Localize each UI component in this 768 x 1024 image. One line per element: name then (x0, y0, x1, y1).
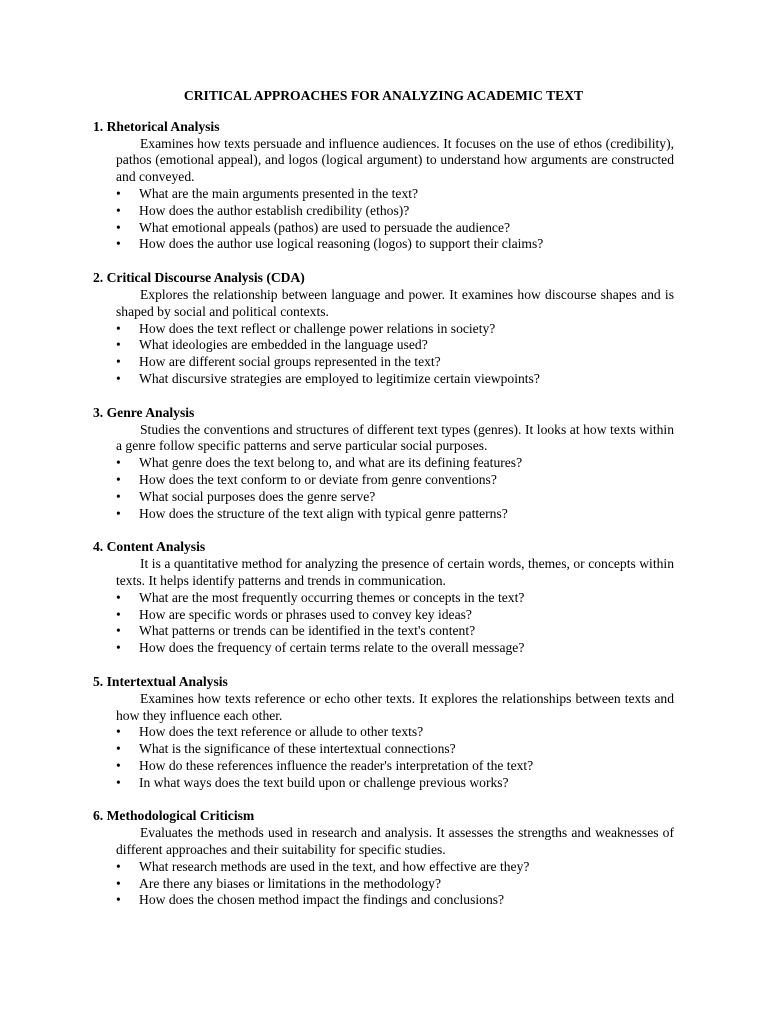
question-item (93, 337, 674, 354)
bullet-icon: • (116, 741, 121, 757)
section-heading: 5. Intertextual Analysis (93, 673, 228, 689)
bullet-icon: • (116, 858, 121, 874)
question-text: What social purposes does the genre serve? (139, 488, 376, 504)
bullet-icon: • (116, 875, 121, 891)
question-text: What patterns or trends can be identified in the text's content? (139, 623, 476, 639)
bullet-icon: • (116, 370, 121, 386)
question-item (93, 724, 674, 741)
question-text: What are the most frequently occurring themes or concepts in the text? (139, 589, 525, 605)
bullet-icon: • (116, 320, 121, 336)
question-item (93, 455, 674, 472)
question-text: How does the chosen method impact the findings and conclusions? (139, 892, 505, 908)
question-text: How does the text reflect or challenge power relations in society? (139, 320, 496, 336)
question-item (93, 472, 674, 489)
section (93, 674, 674, 792)
bullet-icon: • (116, 185, 121, 201)
question-list (93, 859, 674, 909)
question-item (93, 236, 674, 253)
section-description: Examines how texts reference or echo other texts. It explores the relationships between texts and how they influence each other. (116, 690, 674, 723)
bullet-icon: • (116, 606, 121, 622)
question-item (93, 758, 674, 775)
question-list (93, 590, 674, 657)
section-heading: 3. Genre Analysis (93, 404, 195, 420)
question-text: What ideologies are embedded in the language used? (139, 337, 428, 353)
bullet-icon: • (116, 236, 121, 252)
question-text: How do these references influence the reader's interpretation of the text? (139, 757, 534, 773)
question-text: How does the text reference or allude to other texts? (139, 724, 424, 740)
question-item (93, 623, 674, 640)
bullet-icon: • (116, 354, 121, 370)
document-page (93, 88, 674, 926)
question-list (93, 186, 674, 253)
question-item (93, 775, 674, 792)
bullet-icon: • (116, 471, 121, 487)
question-item (93, 741, 674, 758)
question-text: How does the author establish credibility (ethos)? (139, 202, 410, 218)
question-text: What emotional appeals (pathos) are used to persuade the audience? (139, 219, 511, 235)
section-heading: 4. Content Analysis (93, 539, 206, 555)
question-item (93, 186, 674, 203)
question-item (93, 354, 674, 371)
bullet-icon: • (116, 455, 121, 471)
question-item (93, 640, 674, 657)
question-item (93, 506, 674, 523)
bullet-icon: • (116, 892, 121, 908)
question-list (93, 724, 674, 791)
bullet-icon: • (116, 505, 121, 521)
question-item (93, 220, 674, 237)
bullet-icon: • (116, 757, 121, 773)
section-heading: 2. Critical Discourse Analysis (CDA) (93, 270, 305, 286)
question-item (93, 892, 674, 909)
bullet-icon: • (116, 589, 121, 605)
question-text: How does the frequency of certain terms relate to the overall message? (139, 640, 525, 656)
question-item (93, 371, 674, 388)
question-list (93, 455, 674, 522)
question-text: How are specific words or phrases used to convey key ideas? (139, 606, 472, 622)
section-heading: 6. Methodological Criticism (93, 808, 255, 824)
section (93, 405, 674, 523)
section (93, 808, 674, 909)
section-description: It is a quantitative method for analyzing the presence of certain words, themes, or concepts within texts. It helps identify patterns and trends in communication. (116, 556, 674, 588)
section-description: Studies the conventions and structures of different text types (genres). It looks at how texts within a genre follow specific patterns and serve particular social purposes. (116, 421, 674, 454)
question-text: What are the main arguments presented in the text? (139, 185, 419, 201)
bullet-icon: • (116, 337, 121, 353)
section (93, 539, 674, 657)
question-item (93, 590, 674, 607)
question-text: What genre does the text belong to, and what are its defining features? (139, 455, 523, 471)
bullet-icon: • (116, 488, 121, 504)
question-text: What discursive strategies are employed to legitimize certain viewpoints? (139, 370, 540, 386)
bullet-icon: • (116, 724, 121, 740)
bullet-icon: • (116, 623, 121, 639)
section (93, 119, 674, 253)
bullet-icon: • (116, 640, 121, 656)
question-text: In what ways does the text build upon or challenge previous works? (139, 774, 509, 790)
question-text: What is the significance of these intertextual connections? (139, 741, 456, 757)
bullet-icon: • (116, 774, 121, 790)
question-item (93, 489, 674, 506)
question-item (93, 203, 674, 220)
document-title: CRITICAL APPROACHES FOR ANALYZING ACADEMIC TEXT (183, 88, 584, 103)
question-item (93, 859, 674, 876)
question-item (93, 876, 674, 893)
bullet-icon: • (116, 219, 121, 235)
section-description: Examines how texts persuade and influence audiences. It focuses on the use of ethos (credibility), pathos (emotional appeal), and logos (logical argument) to understand how arguments are constructed and conveyed. (116, 135, 674, 185)
question-text: Are there any biases or limitations in the methodology? (139, 875, 442, 891)
question-text: How are different social groups represented in the text? (139, 354, 441, 370)
section-description: Explores the relationship between language and power. It examines how discourse shapes and is shaped by social and political contexts. (116, 286, 674, 319)
section-description: Evaluates the methods used in research and analysis. It assesses the strengths and weaknesses of different approaches and their suitability for specific studies. (116, 825, 674, 858)
section-heading: 1. Rhetorical Analysis (93, 118, 220, 134)
bullet-icon: • (116, 202, 121, 218)
question-list (93, 321, 674, 388)
question-item (93, 321, 674, 338)
question-text: How does the text conform to or deviate from genre conventions? (139, 471, 497, 487)
question-text: What research methods are used in the text, and how effective are they? (139, 858, 530, 874)
section (93, 270, 674, 388)
question-text: How does the author use logical reasoning (logos) to support their claims? (139, 236, 544, 252)
question-item (93, 607, 674, 624)
question-text: How does the structure of the text align with typical genre patterns? (139, 505, 508, 521)
sections-container (93, 119, 674, 909)
